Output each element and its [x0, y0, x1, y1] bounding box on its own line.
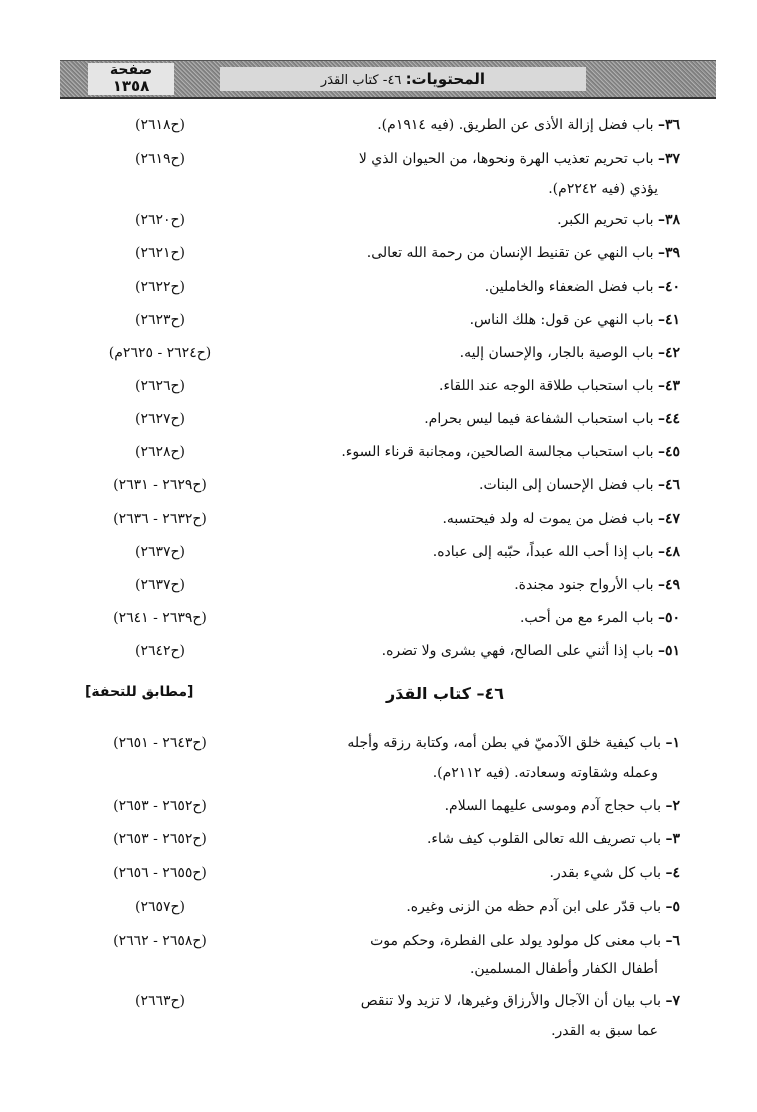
- entry-text: [514, 577, 680, 593]
- page-number: ١٣٥٨: [112, 77, 150, 95]
- entry-ref: (ح٢٦٢٧): [134, 411, 186, 427]
- entry-ref: (ح٢٦٦٣): [134, 993, 186, 1009]
- entry-text: [520, 610, 680, 626]
- entry-number: ٤٠–: [657, 279, 680, 295]
- chapter-title: ٤٦– كتاب القدَر: [385, 684, 505, 703]
- entry-ref: (ح٢٦٤٢): [134, 643, 186, 659]
- entry-ref: (ح٢٦٤٣ - ٢٦٥١): [113, 735, 207, 751]
- entry-text: [445, 798, 680, 814]
- entry-title: باب تحريم الكبر.: [557, 212, 658, 228]
- entry-text: [382, 643, 680, 659]
- entry-title: باب الوصية بالجار، والإحسان إليه.: [459, 345, 658, 361]
- entry-text: [359, 151, 680, 167]
- entry-text: [341, 444, 680, 460]
- entry-text: [439, 378, 680, 394]
- entry-title: باب استحباب طلاقة الوجه عند اللقاء.: [439, 378, 658, 394]
- entry-text: [557, 212, 680, 228]
- entry-ref: (ح٢٦٣٧): [134, 544, 186, 560]
- entry-ref: (ح٢٦٢٣): [134, 312, 186, 328]
- entry-text: [361, 993, 680, 1009]
- entry-number: ٧–: [665, 993, 680, 1009]
- entry-number: ٣٧–: [657, 151, 680, 167]
- entry-ref: (ح٢٦٢٨): [134, 444, 186, 460]
- entry-continuation: عما سبق به القدر.: [551, 1023, 658, 1039]
- entry-title: باب معنى كل مولود يولد على الفطرة، وحكم موت: [370, 933, 666, 949]
- entry-number: ٥٠–: [657, 610, 680, 626]
- entry-ref: (ح٢٦٢٢): [134, 279, 186, 295]
- entry-title: باب استحباب الشفاعة فيما ليس بحرام.: [424, 411, 658, 427]
- entry-text: [427, 831, 680, 847]
- page-label: صفحة: [109, 62, 153, 78]
- entry-ref: (ح٢٦٢٤ - ٢٦٢٥م): [108, 345, 212, 361]
- entry-text: [460, 345, 680, 361]
- entry-text: [442, 511, 680, 527]
- entry-title: باب بيان أن الآجال والأرزاق وغيرها، لا تزيد ولا تنقص: [360, 993, 666, 1009]
- entry-ref: (ح٢٦٥٥ - ٢٦٥٦): [113, 865, 207, 881]
- entry-text: [433, 544, 680, 560]
- entry-text: [424, 411, 680, 427]
- entry-number: ٣–: [665, 831, 680, 847]
- entry-ref: (ح٢٦٢٩ - ٢٦٣١): [113, 477, 207, 493]
- entry-title: باب النهي عن قول: هلك الناس.: [469, 312, 658, 328]
- entry-number: ٤٥–: [657, 444, 680, 460]
- entry-number: ٤١–: [657, 312, 680, 328]
- matching-note: [مطابق للتحفة]: [85, 684, 194, 700]
- entry-title: باب تصريف الله تعالى القلوب كيف شاء.: [426, 831, 666, 847]
- entry-number: ٤–: [665, 865, 680, 881]
- entry-title: باب المرء مع من أحب.: [519, 610, 658, 626]
- entry-ref: (ح٢٦٢٦): [134, 378, 186, 394]
- entry-ref: (ح٢٦٣٩ - ٢٦٤١): [113, 610, 207, 626]
- entry-number: ٤٤–: [657, 411, 680, 427]
- entry-text: [367, 245, 680, 261]
- entry-number: ٤٧–: [657, 511, 680, 527]
- entry-title: باب كل شيء بقدر.: [549, 865, 666, 881]
- entry-title: باب فضل من يموت له ولد فيحتسبه.: [442, 511, 658, 527]
- running-title-bold: المحتويات:: [405, 70, 486, 88]
- page-number-box: [88, 63, 174, 95]
- entry-text: [347, 735, 680, 751]
- entry-number: ٢–: [665, 798, 680, 814]
- entry-ref: (ح٢٦٣٢ - ٢٦٣٦): [113, 511, 207, 527]
- page-header: [60, 60, 716, 99]
- entry-number: ٤٢–: [657, 345, 680, 361]
- entry-number: ٤٦–: [657, 477, 680, 493]
- entry-title: باب استحباب مجالسة الصالحين، ومجانبة قرناء السوء.: [341, 444, 658, 460]
- entry-text: [406, 899, 680, 915]
- entry-number: ٤٩–: [657, 577, 680, 593]
- entry-text: [377, 117, 680, 133]
- entry-number: ٣٨–: [657, 212, 680, 228]
- entry-title: باب تحريم تعذيب الهرة ونحوها، من الحيوان الذي لا: [358, 151, 658, 167]
- running-title-rest: ٤٦- كتاب القدَر: [320, 73, 406, 88]
- entry-title: باب فضل الضعفاء والخاملين.: [484, 279, 658, 295]
- entry-text: [550, 865, 680, 881]
- entry-number: ٣٩–: [657, 245, 680, 261]
- entry-continuation: أطفال الكفار وأطفال المسلمين.: [469, 961, 658, 977]
- entry-title: باب فضل إزالة الأذى عن الطريق. (فيه ١٩١٤م).: [377, 117, 658, 133]
- entry-ref: (ح٢٦٣٧): [134, 577, 186, 593]
- entry-text: [485, 279, 680, 295]
- entry-ref: (ح٢٦٥٢ - ٢٦٥٣): [113, 831, 207, 847]
- entry-title: باب الأرواح جنود مجندة.: [514, 577, 658, 593]
- entry-number: ٦–: [665, 933, 680, 949]
- entry-title: باب النهي عن تقنيط الإنسان من رحمة الله تعالى.: [366, 245, 658, 261]
- entry-number: ٥–: [665, 899, 680, 915]
- entry-title: باب إذا أثني على الصالح، فهي بشرى ولا تضره.: [381, 643, 658, 659]
- entry-number: ١–: [665, 735, 680, 751]
- entry-number: ٣٦–: [657, 117, 680, 133]
- entry-title: باب قدّر على ابن آدم حظه من الزنى وغيره.: [406, 899, 666, 915]
- entry-text: [370, 933, 680, 949]
- running-title: [220, 67, 586, 91]
- entry-number: ٥١–: [657, 643, 680, 659]
- entry-title: باب كيفية خلق الآدميّ في بطن أمه، وكتابة رزقه وأجله: [347, 735, 666, 751]
- entry-title: باب فضل الإحسان إلى البنات.: [479, 477, 658, 493]
- entry-number: ٤٨–: [657, 544, 680, 560]
- entry-number: ٤٣–: [657, 378, 680, 394]
- entry-ref: (ح٢٦٥٧): [134, 899, 186, 915]
- entry-text: [479, 477, 680, 493]
- entry-ref: (ح٢٦٥٨ - ٢٦٦٢): [113, 933, 207, 949]
- entry-continuation: وعمله وشقاوته وسعادته. (فيه ٢١١٢م).: [432, 765, 658, 781]
- entry-title: باب إذا أحب الله عبداً، حبّبه إلى عباده.: [432, 544, 658, 560]
- entry-ref: (ح٢٦١٨): [134, 117, 186, 133]
- entry-ref: (ح٢٦٥٢ - ٢٦٥٣): [113, 798, 207, 814]
- entry-text: [470, 312, 680, 328]
- entry-title: باب حجاج آدم وموسى عليهما السلام.: [444, 798, 666, 814]
- entry-ref: (ح٢٦٢٠): [134, 212, 186, 228]
- entry-ref: (ح٢٦١٩): [134, 151, 186, 167]
- entry-ref: (ح٢٦٢١): [134, 245, 186, 261]
- entry-continuation: يؤذي (فيه ٢٢٤٢م).: [548, 181, 658, 197]
